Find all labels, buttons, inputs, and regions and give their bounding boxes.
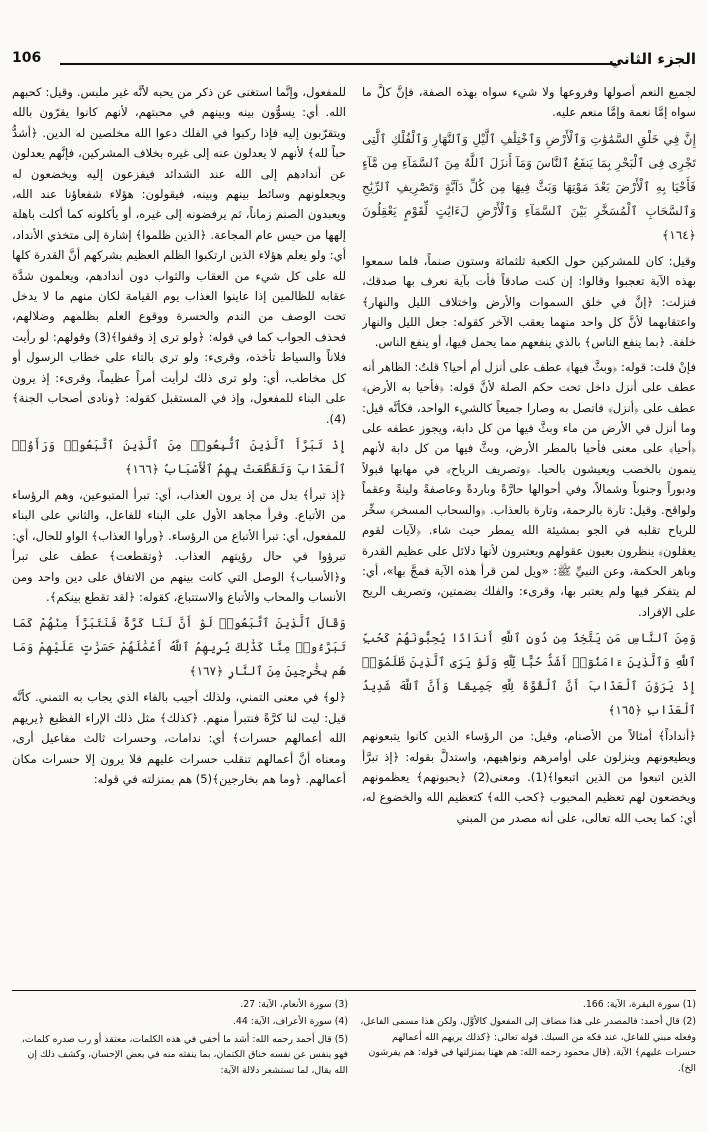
quran-verse: وَقَالَ ٱلَّذِينَ ٱتَّبَعُوا۟ لَوْ أَنَّ لَنَا كَرَّةً فَنَتَبَرَّأَ مِنْهُمْ كَمَا تَبَرَّءُوا۟ مِنَّا كَذَٰلِكَ يُرِيهِمُ ٱللَّهُ أَعْمَٰلَهُمْ حَسَرَٰتٍ عَلَيْهِمْ وَمَا هُم بِخَٰرِجِينَ مِنَ ٱلنَّارِ ﴿١٦٧﴾ xyxy=(12,616,346,679)
left-text-column xyxy=(12,82,346,984)
right-text-column xyxy=(362,82,696,984)
commentary-paragraph: للمفعول، وإنَّما استغنى عن ذكر من يحبه لأنَّه غير ملبس. وقيل: كحبهم الله. أي: يسوُّون بينه وبينهم في محبتهم، لأنهم كانوا يقرّون بالله ويتقرّبون إليه فإذا ركبوا في الفلك دعوا الله مخلصين له الدين. ﴿أشدُّ حباً لله﴾ لأنهم لا يعدلون عنه إلى غيره بخلاف المشركين، فإنَّهم يعدلون عن أندادهم إلى الله عند الشدائد فيفزعون إليه ويخضعون له ويجعلونهم وسائط بينهم وبينه، فيقولون: هؤلاء شفعاؤنا عند الله، ويعبدون الصنم زماناً، ثم يرفضونه إلى غيره، أو يأكلونه كما أكلت باهلة إلهها من حيس عام المجاعة. ﴿الذين ظلموا﴾ إشارة إلى متخذي الأنداد، أي: ولو يعلم هؤلاء الذين ارتكبوا الظلم العظيم بشركهم أنَّ القدرة كلها لله على كل شيء من العقاب والثواب دون أندادهم، ويعلمون شدَّة عقابه للظالمين إذا عاينوا العذاب يوم القيامة لكان منهم ما لا يدخل تحت الوصف من الندم والحسرة ووقوع العلم بظلمهم وضلالهم، فحذف الجواب كما في قوله: ﴿ولو ترى إذ وقفوا﴾(3) وقولهم: لو رأيت فلاناً والسياط تأخذه، وقرىء: ولو ترى بالتاء على خطاب الرسول أو كل مخاطب، أي: ولو ترى ذلك لرأيت أمراً عظيماً، وقرىء: إذ يرون على البناء للمفعول، وإذ في المستقبل كقوله: ﴿ونادى أصحاب الجنة﴾(4). xyxy=(12,85,346,426)
footnotes-left-column xyxy=(12,997,348,1080)
footnote: (4) سورة الأعراف، الآية: 44. xyxy=(232,1016,348,1028)
footnotes-section xyxy=(12,990,696,1121)
commentary-paragraph: فإنْ قلت: قوله: ﴿وبثَّ فيها﴾ عطف على أنزل أم أحيا؟ قلتُ: الظاهر أنه عطف على أنزل داخل تحت حكم الصلة لأنَّ قوله: ﴿فأحيا به الأرض﴾ عطف على ﴿أنزل﴾ فاتصل به وصارا جميعاً كالشيء الواحد، فكأنَّه قيل: وما أنزل في الأرض من ماء وبثَّ فيها من كل دابة، ويجوز عطفه على ﴿أحيا﴾ على معنى فأحيا بالمطر الأرض، وبثَّ فيها من كل دابة لأنهم ينمون بالخصب ويعيشون بالحيا. ﴿وتصريف الرياح﴾ في مهابها قبولاً ودبوراً وجنوباً وشمالاً، وفي أحوالها حارَّةً وباردةً وعاصفةً ولينةً وعقماً ولواقح. وقيل: تارة بالرحمة، وتارة بالعذاب. ﴿والسحاب المسخر﴾ سخِّر للرياح تقلبه في الجو بمشيئة الله يمطر حيث شاء. ﴿لآيات لقوم يعقلون﴾ ينظرون بعيون عقولهم ويعتبرون لأنها دلائل على عظيم القدرة وباهر الحكمة، وعن النبيِّ ﷺ: «ويل لمن قرأ هذه الآية فمجَّ بها»، أي: لم يتفكر فيها ولم يعتبر بها، وقرىء: والفلك بضمتين، وتصريف الريح على الإفراد. xyxy=(362,359,696,619)
header-rule xyxy=(60,63,616,65)
commentary-paragraph: لجميع النعم أصولها وفروعها ولا شيء سواه بهذه الصفة، فإنَّ كلَّ ما سواه إمَّا نعمة وإمَّا منعم عليه. xyxy=(362,85,696,120)
page-header xyxy=(12,50,696,76)
page-number: 106 xyxy=(12,50,42,66)
footnote: (5) قال أحمد رحمه الله: أشد ما أخفي في هذه الكلمات، معتقد أو رب صدره كلمات، فهو ينفس عن نفسه خناق الكتمان، بما ينفثه منه في بعض الإحسان، وكشف ذلك إن الله يقال، لما تستشعر دلالة الآية: xyxy=(21,1033,348,1076)
commentary-paragraph: ﴿أنداداً﴾ أمثالاً من الأصنام، وقيل: من الرؤساء الذين كانوا يتبعونهم ويطيعونهم وينزلون على أوامرهم ونواهيهم، واستدلَّ بقوله: ﴿إذ تبرَّأ الذين اتبعوا من الذين اتبعوا﴾(1). ومعنى(2) ﴿يحبونهم﴾ يعظمونهم ويخضعون لهم تعظيم المحبوب ﴿كحب الله﴾ كتعظيم الله والخضوع له، أي: كما يحب الله تعالى، على أنه مصدر من المبني xyxy=(362,729,696,825)
commentary-paragraph: وقيل: كان للمشركين حول الكعبة ثلثمائة وستون صنماً، فلما سمعوا بهذه الآية تعجبوا وقالوا: إن كنت صادقاً فأت بآية نعرف بها صدقك، فنزلت: ﴿إنَّ في خلق السموات والأرض واختلاف الليل والنهار﴾ واعتقابهما لأنَّ كل واحد منهما يعقب الآخر كقوله: جعل الليل والنهار خلفة. ﴿بما ينفع الناس﴾ بالذي ينفعهم مما يحمل فيها، أو ينفع الناس. xyxy=(362,253,696,350)
part-title: الجزء الثاني xyxy=(608,50,696,68)
footnote: (1) سورة البقرة، الآية: 166. xyxy=(582,999,696,1010)
quran-verse: وَمِنَ ٱلنَّاسِ مَن يَتَّخِذُ مِن دُونِ ٱللَّهِ أَندَادًا يُحِبُّونَهُمْ كَحُبِّ ٱللَّهِ وَٱلَّذِينَ ءَامَنُوٓا۟ أَشَدُّ حُبًّا لِّلَّهِ وَلَوْ يَرَى ٱلَّذِينَ ظَلَمُوٓا۟ إِذْ يَرَوْنَ ٱلْعَذَابَ أَنَّ ٱلْقُوَّةَ لِلَّهِ جَمِيعًا وَأَنَّ ٱللَّهَ شَدِيدُ ٱلْعَذَابِ ﴿١٦٥﴾ xyxy=(362,631,696,718)
footnote: (2) قال أحمد: فالمصدر على هذا مضاف إلى المفعول كالأوَّل، ولكن هذا مسمى الفاعل، وفعله مبني للفاعل، عند فكه من السبك. قوله تعالى: ﴿كذلك يريهم الله أعمالهم حسرات عليهم﴾ الآية. (قال محمود رحمه الله: هم ههنا بمنزلتها في قوله: هم يفرشون الخ). xyxy=(360,1016,696,1074)
commentary-paragraph: ﴿إذ تبرأ﴾ بدل من إذ يرون العذاب، أي: تبرأ المتبوعين، وهم الرؤساء من الأتباع. وقرأ مجاهد الأول على البناء للفاعل، والثاني على البناء للمفعول، أي: تبرأ الأتباع من الرؤساء. ﴿ورأوا العذاب﴾ الواو للحال، أي: تبرؤوا في حال رؤيتهم العذاب. ﴿وتقطعت﴾ عطف على تبرأ و﴿الأسباب﴾ الوصل التي كانت بينهم من الاتفاق على دين واحد ومن الأنساب والمحاب والأتباع والاستتباع، كقوله: ﴿لقد تقطع بينكم﴾. xyxy=(12,487,346,604)
footnotes-right-column xyxy=(360,997,696,1078)
quran-verse: إِذْ تَبَرَّأَ ٱلَّذِينَ ٱتُّبِعُوا۟ مِنَ ٱلَّذِينَ ٱتَّبَعُوا۟ وَرَأَوُا۟ ٱلْعَذَابَ وَتَقَطَّعَتْ بِهِمُ ٱلْأَسْبَابُ ﴿١٦٦﴾ xyxy=(12,437,346,476)
commentary-paragraph: ﴿لو﴾ في معنى التمني، ولذلك أجيب بالفاء الذي يجاب به التمني. كأنَّه قيل: ليت لنا كرَّةً فنتبرأ منهم. ﴿كذلك﴾ مثل ذلك الإراء الفظيع ﴿يريهم الله أعمالهم حسرات﴾ أي: ندامات، وحسرات ثالث مفاعيل أرى، ومعناه أنَّ أعمالهم تنقلب حسرات عليهم فلا يرون إلا حسرات مكان أعمالهم. ﴿وما هم بخارجين﴾(5) هم بمنزلته في قوله: xyxy=(12,690,346,786)
quran-verse: إِنَّ فِي خَلْقِ السَّمَٰوَٰتِ وَٱلْأَرْضِ وَٱخْتِلَٰفِ ٱلَّيْلِ وَٱلنَّهَارِ وَٱلْفُلْكِ ٱلَّتِى تَجْرِى فِى ٱلْبَحْرِ بِمَا يَنفَعُ ٱلنَّاسَ وَمَآ أَنزَلَ ٱللَّهُ مِنَ ٱلسَّمَآءِ مِن مَّآءٍ فَأَحْيَا بِهِ ٱلْأَرْضَ بَعْدَ مَوْتِهَا وَبَثَّ فِيهَا مِن كُلِّ دَآبَّةٍ وَتَصْرِيفِ ٱلرِّيَٰحِ وَٱلسَّحَابِ ٱلْمُسَخَّرِ بَيْنَ ٱلسَّمَآءِ وَٱلْأَرْضِ لَءَايَٰتٍ لِّقَوْمٍ يَعْقِلُونَ ﴿١٦٤﴾ xyxy=(362,131,696,242)
footnote: (3) سورة الأنعام، الآية: 27. xyxy=(240,999,348,1010)
